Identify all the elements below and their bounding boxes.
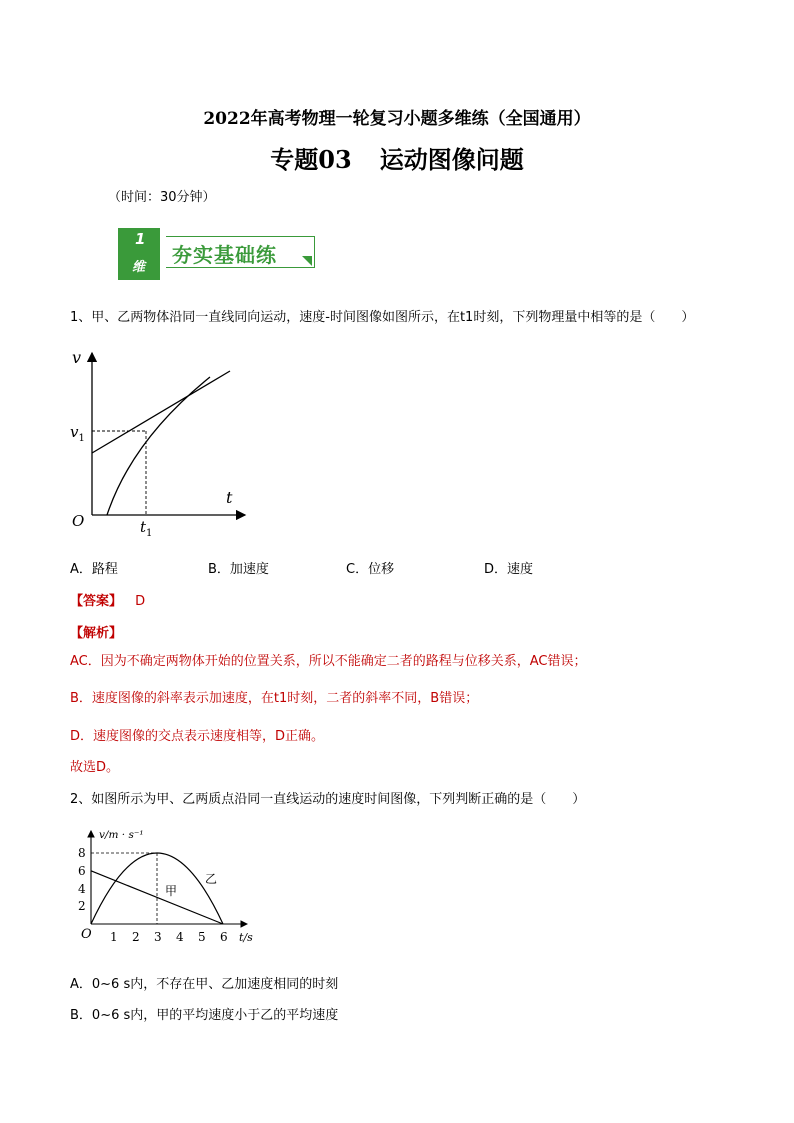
banner-wei: 维 [132, 260, 146, 275]
q2-x-label: t/s [239, 931, 253, 944]
q1-v1-tick: $v_1$ [70, 423, 85, 444]
q1-analysis-label: 【解析】 [70, 626, 123, 641]
q2-x-tick-2: 2 [132, 930, 140, 944]
q2-x-tick-3: 3 [154, 930, 162, 944]
q1-analysis-ac: AC．因为不确定两物体开始的位置关系，所以不能确定二者的路程与位移关系，AC错误； [70, 654, 587, 669]
q2-label-jia: 甲 [165, 884, 178, 898]
title-topic-number: 专题03 [270, 145, 352, 174]
banner-label-box [166, 236, 315, 268]
q2-x-tick-1: 1 [110, 930, 118, 944]
q1-t1-tick: $t_1$ [140, 518, 153, 539]
q2-y-tick-2: 2 [78, 899, 86, 913]
q1-origin-label: O [72, 512, 85, 530]
q2-vt-graph [75, 825, 270, 950]
q1-x-label: t [226, 488, 233, 507]
q2-y-label: v/m · s⁻¹ [99, 829, 144, 841]
q1-vt-graph [60, 345, 260, 540]
q2-option-a: A．0~6 s内，不存在甲、乙加速度相同的时刻 [70, 977, 339, 992]
q1-option-d: D．速度 [484, 562, 534, 577]
q1-option-c: C．位移 [346, 562, 395, 577]
q2-x-tick-4: 4 [176, 930, 184, 944]
q2-stem: 2、如图所示为甲、乙两质点沿同一直线运动的速度时间图像，下列判断正确的是（ ） [70, 792, 586, 807]
q1-curve [107, 377, 210, 515]
time-limit: （时间：30分钟） [108, 190, 216, 205]
q2-y-tick-4: 4 [78, 882, 86, 896]
q1-straight-line [92, 371, 230, 453]
q1-answer-label: 【答案】 [70, 594, 123, 609]
document-subtitle: 2022年高考物理一轮复习小题多维练（全国通用） [203, 109, 591, 129]
q2-y-tick-8: 8 [78, 846, 86, 860]
q2-x-tick-5: 5 [198, 930, 206, 944]
q1-analysis-b: B．速度图像的斜率表示加速度，在t1时刻，二者的斜率不同，B错误； [70, 691, 479, 706]
q2-label-yi: 乙 [205, 872, 218, 886]
section-banner [118, 228, 318, 280]
banner-number: 1 [135, 230, 146, 248]
q1-answer-row [70, 590, 145, 609]
q2-y-tick-6: 6 [78, 864, 86, 878]
q1-analysis-d: D．速度图像的交点表示速度相等，D正确。 [70, 729, 325, 744]
q1-option-b: B．加速度 [208, 562, 269, 577]
banner-label: 夯实基础练 [172, 243, 277, 267]
banner-badge [118, 228, 160, 280]
q1-answer-value: D [135, 594, 146, 609]
q2-x-tick-6: 6 [220, 930, 228, 944]
q2-option-b: B．0~6 s内，甲的平均速度小于乙的平均速度 [70, 1008, 339, 1023]
q1-y-label: v [72, 348, 82, 367]
q1-stem: 1、甲、乙两物体沿同一直线同向运动，速度-时间图像如图所示，在t1时刻，下列物理量中相等的是（ ） [70, 310, 695, 325]
document-title [0, 140, 794, 175]
banner-corner-icon [302, 256, 312, 266]
q2-origin-label: O [81, 927, 92, 942]
title-topic-name: 运动图像问题 [379, 145, 524, 174]
q1-option-a: A．路程 [70, 562, 118, 577]
q1-conclusion: 故选D。 [70, 760, 120, 775]
